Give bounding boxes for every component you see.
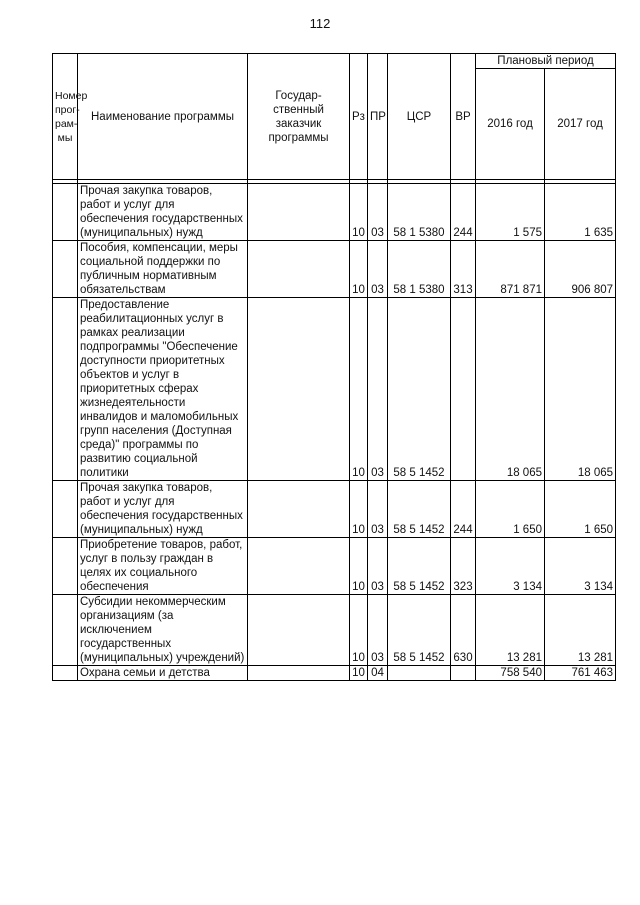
table-body bbox=[53, 180, 616, 681]
cell-state-customer bbox=[248, 298, 350, 481]
cell-2017: 1 635 bbox=[545, 184, 616, 241]
cell-vr: 323 bbox=[451, 538, 476, 595]
cell-vr bbox=[451, 298, 476, 481]
cell-rz: 10 bbox=[350, 666, 368, 681]
cell-vr bbox=[451, 666, 476, 681]
cell-2016: 758 540 bbox=[476, 666, 545, 681]
cell-program-name: Прочая закупка товаров, работ и услуг для обеспечения государственных (муниципальных) нужд bbox=[78, 184, 248, 241]
cell-2017: 906 807 bbox=[545, 241, 616, 298]
table-row bbox=[53, 241, 616, 298]
cell-csr: 58 5 1452 bbox=[388, 298, 451, 481]
cell-csr: 58 5 1452 bbox=[388, 481, 451, 538]
cell-pr: 03 bbox=[368, 538, 388, 595]
cell-state-customer bbox=[248, 481, 350, 538]
header-pr: ПР bbox=[368, 54, 388, 180]
cell-program-number bbox=[53, 595, 78, 666]
cell-vr: 244 bbox=[451, 481, 476, 538]
cell-csr: 58 1 5380 bbox=[388, 241, 451, 298]
cell-2017: 761 463 bbox=[545, 666, 616, 681]
cell-2016: 18 065 bbox=[476, 298, 545, 481]
cell-2017: 1 650 bbox=[545, 481, 616, 538]
cell-program-number bbox=[53, 241, 78, 298]
cell-program-name: Предоставление реабилитационных услуг в рамках реализации подпрограммы "Обеспечение доступности приоритетных объектов и услуг в приоритетных сферах жизнедеятельности инвалидов и маломобильных групп населения (Доступная среда)" программы по развитию социальной политики bbox=[78, 298, 248, 481]
cell-pr: 03 bbox=[368, 481, 388, 538]
cell-program-number bbox=[53, 184, 78, 241]
cell-pr: 03 bbox=[368, 241, 388, 298]
header-vr: ВР bbox=[451, 54, 476, 180]
cell-2017: 18 065 bbox=[545, 298, 616, 481]
cell-state-customer bbox=[248, 595, 350, 666]
header-planned-period: Плановый период bbox=[476, 54, 616, 69]
cell-program-number bbox=[53, 538, 78, 595]
cell-rz: 10 bbox=[350, 595, 368, 666]
table-row bbox=[53, 538, 616, 595]
cell-vr: 313 bbox=[451, 241, 476, 298]
cell-program-number bbox=[53, 666, 78, 681]
cell-rz: 10 bbox=[350, 298, 368, 481]
cell-program-name: Охрана семьи и детства bbox=[78, 666, 248, 681]
cell-state-customer bbox=[248, 538, 350, 595]
table-header bbox=[53, 54, 616, 180]
cell-csr: 58 5 1452 bbox=[388, 595, 451, 666]
cell-pr: 04 bbox=[368, 666, 388, 681]
header-year-2017: 2017 год bbox=[545, 69, 616, 180]
header-program-name: Наименование программы bbox=[78, 54, 248, 180]
cell-program-name: Субсидии некоммерческим организациям (за исключением государственных (муниципальных) учреждений) bbox=[78, 595, 248, 666]
cell-csr: 58 1 5380 bbox=[388, 184, 451, 241]
table-row bbox=[53, 595, 616, 666]
table-row bbox=[53, 298, 616, 481]
cell-program-name: Приобретение товаров, работ, услуг в пользу граждан в целях их социального обеспечения bbox=[78, 538, 248, 595]
cell-state-customer bbox=[248, 241, 350, 298]
table-row bbox=[53, 481, 616, 538]
cell-pr: 03 bbox=[368, 595, 388, 666]
cell-rz: 10 bbox=[350, 241, 368, 298]
cell-program-name: Прочая закупка товаров, работ и услуг для обеспечения государственных (муниципальных) нужд bbox=[78, 481, 248, 538]
cell-program-name: Пособия, компенсации, меры социальной поддержки по публичным нормативным обязательствам bbox=[78, 241, 248, 298]
cell-csr: 58 5 1452 bbox=[388, 538, 451, 595]
cell-rz: 10 bbox=[350, 184, 368, 241]
budget-table bbox=[52, 53, 616, 681]
cell-2017: 13 281 bbox=[545, 595, 616, 666]
cell-pr: 03 bbox=[368, 298, 388, 481]
cell-program-number bbox=[53, 481, 78, 538]
header-csr: ЦСР bbox=[388, 54, 451, 180]
cell-csr bbox=[388, 666, 451, 681]
cell-pr: 03 bbox=[368, 184, 388, 241]
cell-state-customer bbox=[248, 184, 350, 241]
table-row bbox=[53, 666, 616, 681]
cell-vr: 630 bbox=[451, 595, 476, 666]
header-program-number: Номер прог- рам- мы bbox=[53, 54, 78, 180]
header-state-customer: Государ- ственный заказчик программы bbox=[248, 54, 350, 180]
cell-vr: 244 bbox=[451, 184, 476, 241]
cell-2016: 3 134 bbox=[476, 538, 545, 595]
page-number: 112 bbox=[309, 16, 331, 31]
cell-state-customer bbox=[248, 666, 350, 681]
header-rz: Рз bbox=[350, 54, 368, 180]
cell-rz: 10 bbox=[350, 538, 368, 595]
cell-rz: 10 bbox=[350, 481, 368, 538]
header-year-2016: 2016 год bbox=[476, 69, 545, 180]
cell-2016: 1 575 bbox=[476, 184, 545, 241]
cell-2016: 871 871 bbox=[476, 241, 545, 298]
table-row bbox=[53, 184, 616, 241]
cell-2017: 3 134 bbox=[545, 538, 616, 595]
cell-program-number bbox=[53, 298, 78, 481]
cell-2016: 13 281 bbox=[476, 595, 545, 666]
cell-2016: 1 650 bbox=[476, 481, 545, 538]
